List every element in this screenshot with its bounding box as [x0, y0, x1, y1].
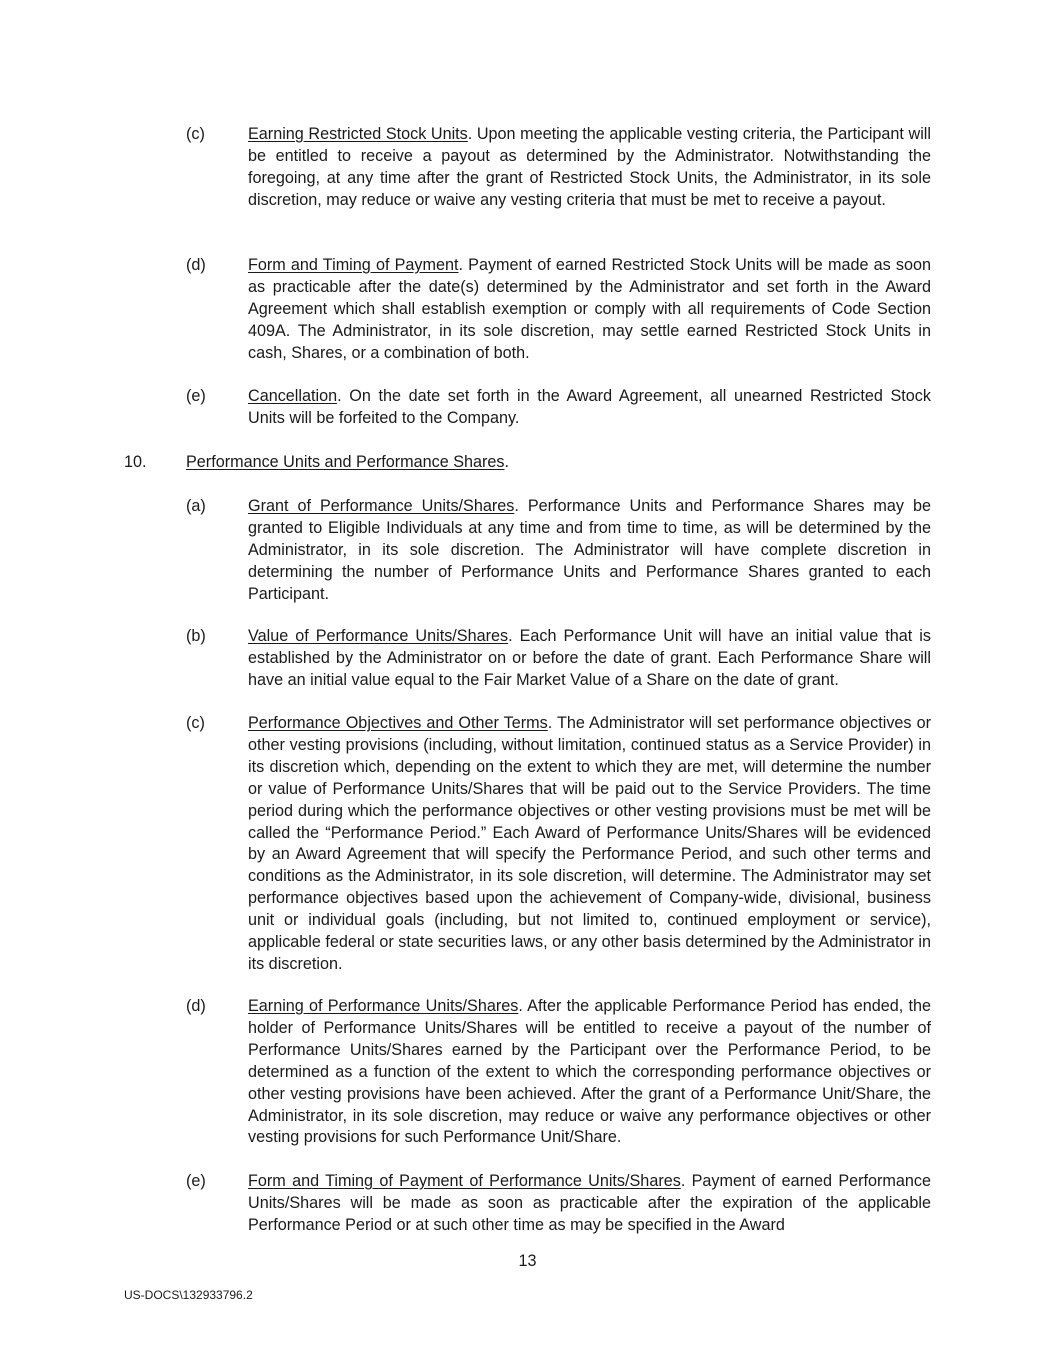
paragraph-heading: Earning Restricted Stock Units	[248, 125, 468, 143]
paragraph-body	[248, 124, 931, 212]
paragraph-body	[248, 386, 931, 430]
paragraph-heading: Value of Performance Units/Shares	[248, 627, 509, 645]
paragraph-text: . Each Performance Unit will have an initial value that is established by the Administrator on or before the date of grant. Each Performance Share will have an initial value equal to the Fair Market Value of a Share on the date of grant.	[248, 627, 931, 689]
paragraph-text: . Payment of earned Restricted Stock Units will be made as soon as practicable after the date(s) determined by the Administrator and set forth in the Award Agreement which shall establish exemption or comply with all requirements of Code Section 409A. The Administrator, in its sole discretion, may settle earned Restricted Stock Units in cash, Shares, or a combination of both.	[248, 256, 931, 362]
paragraph-body	[248, 496, 931, 606]
section-number: 10.	[124, 453, 147, 471]
paragraph-marker: (c)	[186, 125, 205, 143]
paragraph-text: . Performance Units and Performance Shares may be granted to Eligible Individuals at any time and from time to time, as will be determined by the Administrator, in its sole discretion. The Administrator will have complete discretion in determining the number of Performance Units and Performance Shares granted to each Participant.	[248, 497, 932, 603]
paragraph-marker: (d)	[186, 997, 206, 1015]
paragraph-heading: Form and Timing of Payment	[248, 256, 459, 274]
paragraph-marker: (a)	[186, 497, 206, 515]
paragraph-text: . Payment of earned Performance Units/Shares will be made as soon as practicable after the expiration of the applicable Performance Period or at such other time as may be specified in the Award	[248, 1172, 931, 1234]
paragraph-text: . The Administrator will set performance objectives or other vesting provisions (including, without limitation, continued status as a Service Provider) in its discretion which, depending on the extent to which they are met, will determine the number or value of Performance Units/Shares that will be paid out to the Service Providers. The time period during which the performance objectives or other vesting provisions must be met will be called the “Performance Period.” Each Award of Performance Units/Shares will be evidenced by an Award Agreement that will specify the Performance Period, and such other terms and conditions as the Administrator, in its sole discretion, will determine. The Administrator may set performance objectives based upon the achievement of Company-wide, divisional, business unit or individual goals (including, but not limited to, continued employment or service), applicable federal or state securities laws, or any other basis determined by the Administrator in its discretion.	[248, 714, 931, 973]
section-title-suffix: .	[504, 453, 510, 471]
paragraph-marker: (e)	[186, 387, 206, 405]
paragraph-text: . After the applicable Performance Period has ended, the holder of Performance Units/Shares will be entitled to receive a payout of the number of Performance Units/Shares earned by the Participant over the Performance Period, to be determined as a function of the extent to which the corresponding performance objectives or other vesting provisions have been achieved. After the grant of a Performance Unit/Share, the Administrator, in its sole discretion, may reduce or waive any performance objectives or other vesting provisions for such Performance Unit/Share.	[248, 997, 931, 1147]
paragraph-body	[248, 1171, 931, 1237]
paragraph-body	[248, 713, 931, 976]
paragraph-heading: Earning of Performance Units/Shares	[248, 997, 519, 1015]
paragraph-heading: Performance Objectives and Other Terms	[248, 714, 548, 732]
paragraph-marker: (c)	[186, 714, 205, 732]
footer-document-id: US-DOCS\132933796.2	[124, 1288, 253, 1302]
paragraph-marker: (e)	[186, 1172, 206, 1190]
paragraph-body	[248, 996, 931, 1149]
paragraph-heading: Form and Timing of Payment of Performance Units/Shares	[248, 1172, 681, 1190]
paragraph-body	[248, 255, 931, 365]
page-number: 13	[518, 1252, 537, 1270]
paragraph-body	[248, 626, 931, 692]
paragraph-heading: Cancellation	[248, 387, 338, 405]
paragraph-heading: Grant of Performance Units/Shares	[248, 497, 515, 515]
section-title: Performance Units and Performance Shares	[186, 453, 505, 471]
section-title-wrap	[186, 452, 509, 474]
paragraph-text: . Upon meeting the applicable vesting criteria, the Participant will be entitled to receive a payout as determined by the Administrator. Notwithstanding the foregoing, at any time after the grant of Restricted Stock Units, the Administrator, in its sole discretion, may reduce or waive any vesting criteria that must be met to receive a payout.	[248, 125, 931, 209]
paragraph-marker: (d)	[186, 256, 206, 274]
paragraph-marker: (b)	[186, 627, 206, 645]
paragraph-text: . On the date set forth in the Award Agreement, all unearned Restricted Stock Units will be forfeited to the Company.	[248, 387, 931, 427]
